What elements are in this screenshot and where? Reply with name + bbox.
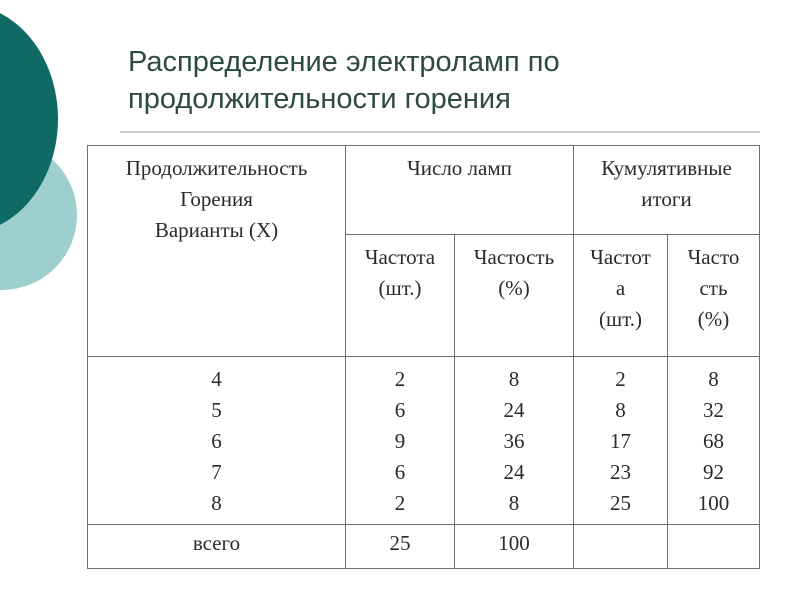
table-header-row — [88, 146, 760, 235]
slide-title-line-2: продолжительности горения — [128, 83, 511, 115]
subheader-cumulative-frequency-line: (шт.) — [599, 307, 643, 331]
table-cell: 24 — [503, 460, 525, 484]
column-relative-frequency-values — [455, 357, 574, 525]
subheader-cumulative-relative-line: Часто — [687, 245, 740, 269]
table-cell: 23 — [610, 460, 632, 484]
title-divider — [120, 131, 760, 133]
slide-title-line-1: Распределение электроламп по — [128, 46, 560, 78]
header-duration-line: Продолжительность — [125, 156, 308, 180]
table-cell: 92 — [703, 460, 725, 484]
subheader-cumulative-frequency-line: Частот — [590, 245, 651, 269]
table-cell: 32 — [703, 398, 725, 422]
table-total-row — [88, 525, 760, 569]
table-cell: 68 — [703, 429, 725, 453]
table-cell: 8 — [508, 491, 520, 515]
total-cumulative-relative — [668, 525, 760, 569]
table-data-row — [88, 357, 760, 525]
header-duration-line: Горения — [180, 187, 253, 211]
table-cell: 8 — [211, 491, 222, 515]
table-cell: 2 — [394, 491, 406, 515]
subheader-cumulative-relative-line: (%) — [697, 307, 730, 331]
subheader-frequency-line: (шт.) — [378, 276, 422, 300]
header-duration — [88, 146, 346, 357]
subheader-relative-frequency — [455, 235, 574, 357]
subheader-frequency-line: Частота — [364, 245, 436, 269]
table-cell: 6 — [394, 398, 406, 422]
total-label: всего — [88, 525, 346, 569]
table-cell: 8 — [615, 398, 626, 422]
subheader-relative-frequency-line: (%) — [498, 276, 530, 300]
table-cell: 8 — [708, 367, 719, 391]
column-frequency-values — [346, 357, 455, 525]
table-cell: 4 — [211, 367, 222, 391]
subheader-frequency — [346, 235, 455, 357]
subheader-cumulative-frequency-line: а — [615, 276, 626, 300]
table-cell: 6 — [211, 429, 222, 453]
header-cumulative-line: итоги — [641, 187, 692, 211]
column-cumulative-relative-values — [668, 357, 760, 525]
table-cell: 9 — [394, 429, 406, 453]
table-cell: 7 — [211, 460, 222, 484]
column-duration-values — [88, 357, 346, 525]
total-relative-frequency: 100 — [455, 525, 574, 569]
slide-title — [128, 44, 768, 118]
header-duration-line: Варианты (X) — [154, 218, 279, 242]
column-cumulative-frequency-values — [574, 357, 668, 525]
table-cell: 24 — [503, 398, 525, 422]
subheader-cumulative-relative-line: сть — [699, 276, 728, 300]
table-cell: 36 — [503, 429, 525, 453]
table-cell: 5 — [211, 398, 222, 422]
distribution-table — [87, 145, 760, 569]
subheader-cumulative-relative-frequency — [668, 235, 760, 357]
table-cell: 2 — [615, 367, 626, 391]
header-cumulative-totals — [574, 146, 760, 235]
total-cumulative-frequency — [574, 525, 668, 569]
header-cumulative-line: Кумулятивные — [601, 156, 732, 180]
total-frequency: 25 — [346, 525, 455, 569]
table-cell: 2 — [394, 367, 406, 391]
table-cell: 6 — [394, 460, 406, 484]
table-cell: 100 — [697, 491, 730, 515]
header-lamp-count: Число ламп — [346, 146, 574, 235]
subheader-relative-frequency-line: Частость — [473, 245, 555, 269]
table-cell: 8 — [508, 367, 520, 391]
table-cell: 17 — [610, 429, 632, 453]
subheader-cumulative-frequency — [574, 235, 668, 357]
table-cell: 25 — [610, 491, 632, 515]
